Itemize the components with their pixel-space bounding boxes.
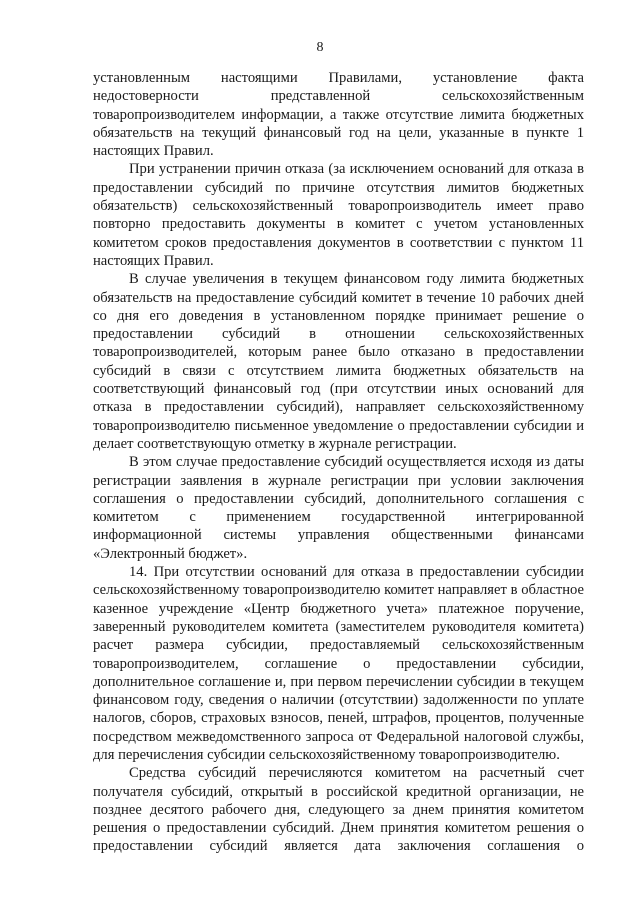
document-body bbox=[93, 69, 584, 856]
paragraph-registration-order: В этом случае предоставление субсидий осуществляется исходя из даты регистрации заявления в журнале регистрации при условии заключения соглашения о предоставлении субсидий, дополнительного соглашения с комитетом с применением государственной интегрированной информационной системы управления общественными финансами «Электронный бюджет». bbox=[93, 454, 584, 562]
paragraph-limit-increase: В случае увеличения в текущем финансовом году лимита бюджетных обязательств на предоставление субсидий комитет в течение 10 рабочих дней со дня его доведения в установленном порядке принимает решение о предоставлении субсидий в отношении сельскохозяйственных товаропроизводителей, которым ранее было отказано в предоставлении субсидий в связи с отсутствием лимита бюджетных обязательств на соответствующий финансовый год (при отсутствии иных оснований для отказа в предоставлении субсидий), направляет сельскохозяйственному товаропроизводителю письменное уведомление о предоставлении субсидии и делает соответствующую отметку в журнале регистрации. bbox=[93, 271, 584, 452]
page-number: 8 bbox=[316, 40, 324, 55]
paragraph-clause-14: 14. При отсутствии оснований для отказа в предоставлении субсидии сельскохозяйственному товаропроизводителю комитет направляет в областное казенное учреждение «Центр бюджетного учета» платежное поручение, заверенный руководителем комитета (заместителем руководителя комитета) расчет размера субсидии, предоставляемый сельскохозяйственным товаропроизводителем, соглашение о предоставлении субсидии, дополнительное соглашение и, при первом перечислении субсидии в текущем финансовом году, сведения о наличии (отсутствии) задолженности по уплате налогов, сборов, страховых взносов, пеней, штрафов, процентов, полученные посредством межведомственного запроса от Федеральной налоговой службы, для перечисления субсидии сельскохозяйственному товаропроизводителю. bbox=[93, 564, 584, 763]
paragraph-transfer-of-funds: Средства субсидий перечисляются комитетом на расчетный счет получателя субсидий, открытый в российской кредитной организации, не позднее десятого рабочего дня, следующего за днем принятия комитетом решения о предоставлении субсидий. Днем принятия комитетом решения о предоставлении субсидий является дата заключения соглашения о bbox=[93, 765, 584, 855]
paragraph-continuation: установленным настоящими Правилами, установление факта недостоверности представленной сельскохозяйственным товаропроизводителем информации, а также отсутствие лимита бюджетных обязательств на текущий финансовый год на цели, указанные в пункте 1 настоящих Правил. bbox=[93, 70, 584, 160]
paragraph-resubmission: При устранении причин отказа (за исключением оснований для отказа в предоставлении субсидий по причине отсутствия лимитов бюджетных обязательств) сельскохозяйственный товаропроизводитель имеет право повторно предоставить документы в комитет с учетом установленных комитетом сроков предоставления документов в соответствии с пунктом 11 настоящих Правил. bbox=[93, 161, 584, 269]
